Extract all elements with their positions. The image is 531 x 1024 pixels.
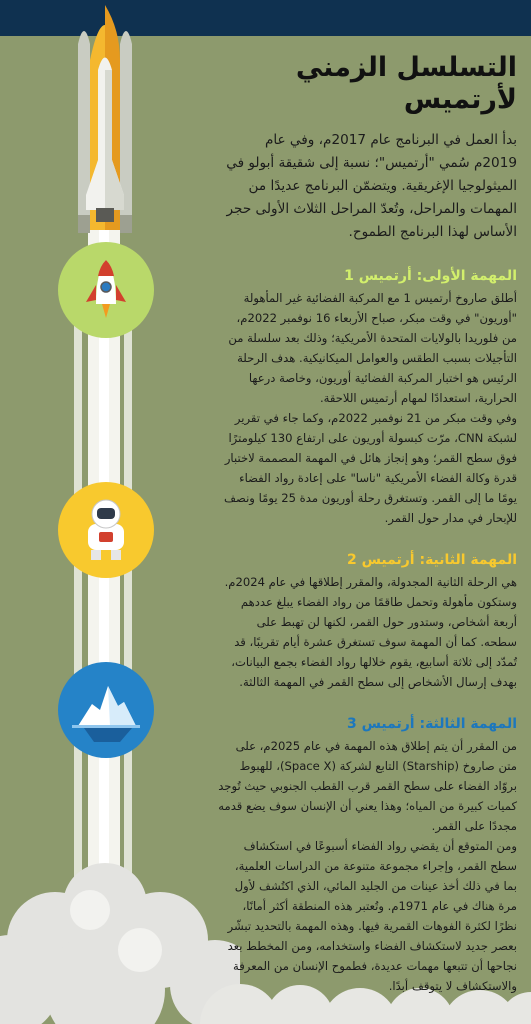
mission-2-paragraph-1: هي الرحلة الثانية المجدولة، والمقرر إطلاقها في عام 2024م. وستكون مأهولة وتحمل طاقمًا من رواد الفضاء يبلغ عددهم أربعة أشخاص، وستدور حول القمر، لكنها لن تهبط على سطحه. كما أن المهمة سوف تستغرق عشرة أيام تقريبًا، قد تُمدّد إلى ثلاثة أسابيع، يقوم خلالها رواد الفضاء بجمع البيانات، بهدف إرسال الأشخاص إلى سطح القمر في المهمة الثالثة. xyxy=(224,574,517,689)
mission-3-paragraph-2: ومن المتوقع أن يقضي رواد الفضاء أسبوعًا في استكشاف سطح القمر، وإجراء مجموعة متنوعة من الدراسات العلمية، بما في ذلك أخذ عينات من الجليد المائي، الذي اكتُشف لأول مرة هناك في عام 1971م. وتُعتبر هذه المنطقة أكثر أمانًا، نظرًا لكثرة الفوهات القمرية فيها. وهذه المهمة بالتحديد تبشّر بعصر جديد لاستكشاف الفضاء واستخدامه، ومن المخطط بعد نجاحها أن تتبعها مهمات عديدة، فطموح الإنسان من المعرفة والاستكشاف لا يتوقف أبدًا. xyxy=(227,838,517,993)
article xyxy=(218,52,517,996)
mission-2-section xyxy=(218,552,517,692)
mission-1-paragraph-1: أطلق صاروخ أرتميس 1 مع المركبة الفضائية غير المأهولة "أوريون" في وقت مبكر، صباح الأربعاء 16 نوفمبر 2022م، من فلوريدا بالولايات المتحدة الأمريكية؛ وذلك بعد سلسلة من التأجيلات بسبب الطقس والعوامل الميكانيكية. هدف الرحلة الرئيس هو اختبار المركبة الفضائية أوريون، وخاصة درعها الحرارية، استعدادًا لمهام أرتميس اللاحقة. xyxy=(228,290,517,405)
mission-3-paragraph-1: من المقرر أن يتم إطلاق هذه المهمة في عام 2025م، على متن صاروخ (Starship) التابع لشركة (Space X)، للهبوط بروّاد الفضاء على سطح القمر قرب القطب الجنوبي حيث تُوجد كميات كبيرة من المياه؛ وهذا يعني أن الإنسان سوف يضع قدمه مجددًا على القمر. xyxy=(218,738,517,833)
page-title: التسلسل الزمني لأرتميس xyxy=(295,52,517,116)
exhaust-left xyxy=(74,255,82,975)
mission-2-heading: المهمة الثانية: أرتميس 2 xyxy=(346,551,517,568)
mission-1-heading: المهمة الأولى: أرتميس 1 xyxy=(344,267,517,284)
mission-3-section xyxy=(218,716,517,996)
mission-1-section xyxy=(218,268,517,528)
exhaust-right xyxy=(124,255,132,975)
intro-text: بدأ العمل في البرنامج عام 2017م، وفي عام 2019م سُمي "أرتميس"؛ نسبة إلى شقيقة أبولو في الميثولوجيا الإغريقية. ويتضمّن البرنامج عديدًا من المهمات والمراحل، وتُعدّ المراحل الثلاث الأولى حجر الأساس لهذا البرنامج الطموح. xyxy=(226,131,517,240)
mission-3-heading: المهمة الثالثة: أرتميس 3 xyxy=(346,715,517,732)
mission-1-paragraph-2: وفي وقت مبكر من 21 نوفمبر 2022م، وكما جاء في تقرير لشبكة CNN، مرّت كبسولة أوريون على ارتفاع 130 كيلومترًا فوق سطح القمر؛ وهو إنجاز هائل في المهمة المصممة لاختبار قدرة وكالة الفضاء الأمريكية "ناسا" على إعادة رواد الفضاء يومًا ما إلى القمر. وتستغرق رحلة أوريون مدة 25 يومًا ونصف للإبحار في مدار حول القمر. xyxy=(224,410,517,525)
rocket-trail-illustration xyxy=(0,0,240,1024)
